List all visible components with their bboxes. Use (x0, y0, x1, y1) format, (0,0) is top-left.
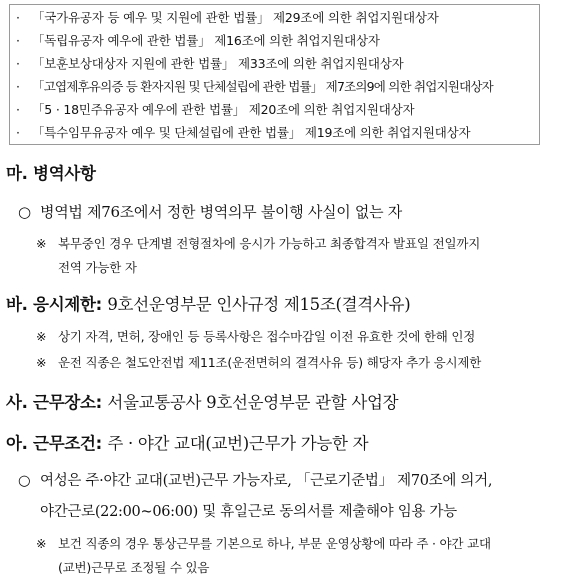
section-heading-workplace: 사. 근무장소: 서울교통공사 9호선운영부문 관할 사업장 (6, 393, 399, 412)
box-item: · 「독립유공자 예우에 관한 법률」 제16조에 의한 취업지원대상자 (16, 33, 380, 48)
box-item: · 「보훈보상대상자 지원에 관한 법률」 제33조에 의한 취업지원대상자 (16, 56, 404, 71)
restriction-note: ※ 운전 직종은 철도안전법 제11조(운전면허의 결격사유 등) 해당자 추가 응시제한 (36, 355, 482, 370)
restriction-note: ※ 상기 자격, 면허, 장애인 등 등록사항은 접수마감일 이전 유효한 것에 한해 인정 (36, 329, 476, 344)
conditions-note: ※ 보건 직종의 경우 통상근무를 기본으로 하나, 부문 운영상황에 따라 주 · 야간 교대 (36, 536, 491, 551)
box-item: · 「국가유공자 등 예우 및 지원에 관한 법률」 제29조에 의한 취업지원대상자 (16, 10, 439, 25)
note-mark-icon: ※ (36, 536, 47, 551)
box-item: · 「특수임무유공자 예우 및 단체설립에 관한 법률」 제19조에 의한 취업지원대상자 (16, 125, 471, 140)
note-mark-icon: ※ (36, 329, 47, 344)
bullet-dot: · (16, 56, 20, 71)
note-mark-icon: ※ (36, 236, 47, 251)
military-requirement: ○ 병역법 제76조에서 정한 병역의무 불이행 사실이 없는 자 (18, 203, 402, 221)
bullet-dot: · (16, 10, 20, 25)
conditions-requirement-continued: 야간근로(22:00~06:00) 및 휴일근로 동의서를 제출해야 임용 가능 (40, 504, 457, 520)
conditions-note-continued: (교번)근무로 조정될 수 있음 (58, 560, 210, 575)
section-heading-restriction: 바. 응시제한: 9호선운영부문 인사규정 제15조(결격사유) (6, 295, 411, 314)
box-item: · 「고엽제후유의증 등 환자지원 및 단체설립에 관한 법률」 제7조의9에 의한 취업지원대상자 (16, 79, 493, 94)
note-mark-icon: ※ (36, 355, 47, 370)
section-heading-conditions: 아. 근무조건: 주 · 야간 교대(교번)근무가 가능한 자 (6, 434, 369, 453)
conditions-requirement: ○ 여성은 주·야간 교대(교번)근무 가능자로, 「근로기준법」 제70조에 의거, (18, 473, 493, 489)
bullet-dot: · (16, 79, 20, 94)
circle-bullet-icon: ○ (18, 473, 31, 489)
bullet-dot: · (16, 102, 20, 117)
military-note-continued: 전역 가능한 자 (58, 260, 137, 275)
military-note: ※ 복무중인 경우 단계별 전형절차에 응시가 가능하고 최종합격자 발표일 전일까지 (36, 236, 481, 251)
bullet-dot: · (16, 33, 20, 48)
section-heading-military: 마. 병역사항 (6, 164, 96, 183)
eligibility-box (9, 4, 540, 145)
bullet-dot: · (16, 125, 20, 140)
box-item: · 「5 · 18민주유공자 예우에 관한 법률」 제20조에 의한 취업지원대상자 (16, 102, 415, 117)
circle-bullet-icon: ○ (18, 203, 31, 221)
